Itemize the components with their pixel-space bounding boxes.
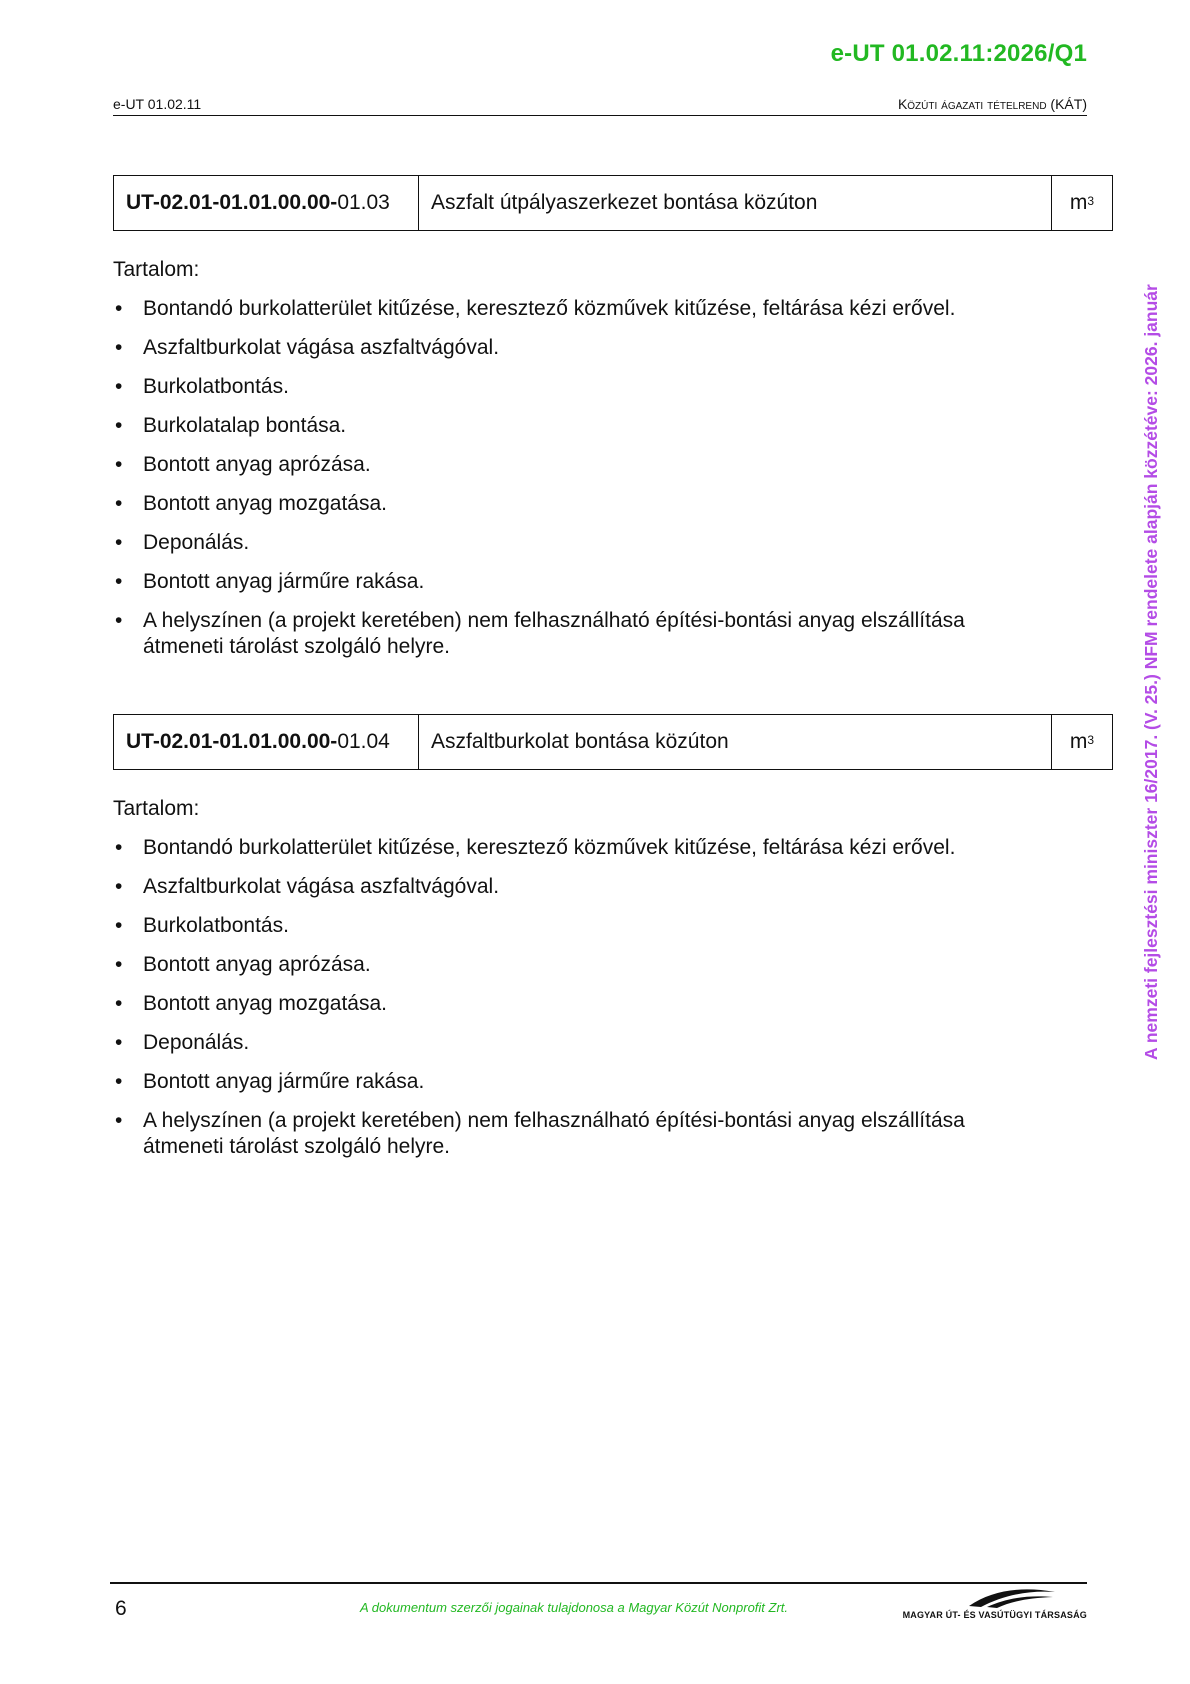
list-item: • Deponálás. — [113, 530, 1033, 556]
item-description: Aszfaltburkolat bontása közúton — [419, 715, 1052, 769]
item-code — [114, 176, 419, 230]
copyright-notice: A dokumentum szerzői jogainak tulajdonosa a Magyar Közút Nonprofit Zrt. — [360, 1600, 789, 1615]
list-item: • Bontott anyag aprózása. — [113, 452, 1033, 478]
road-swoosh-icon — [967, 1586, 1057, 1608]
logo-text: MAGYAR ÚT- ÉS VASÚTÜGYI TÁRSASÁG — [902, 1610, 1087, 1620]
item-table-0104 — [113, 714, 1113, 770]
list-item: • Aszfaltburkolat vágása aszfaltvágóval. — [113, 335, 1033, 361]
list-item: • Aszfaltburkolat vágása aszfaltvágóval. — [113, 874, 1033, 900]
list-item: • Bontott anyag mozgatása. — [113, 991, 1033, 1017]
item-unit-exponent: 3 — [1087, 733, 1095, 747]
list-item: • Burkolatbontás. — [113, 913, 1033, 939]
item-table-0103 — [113, 175, 1113, 231]
society-logo — [902, 1584, 1087, 1624]
item-unit — [1052, 176, 1112, 230]
item-code-bold: UT-02.01-01.01.00.00- — [126, 730, 338, 753]
list-item: • A helyszínen (a projekt keretében) nem felhasználható építési-bontási anyag elszállítása átmeneti tárolást szolgáló helyre. — [113, 1108, 1033, 1160]
list-item: • Bontott anyag járműre rakása. — [113, 1069, 1033, 1095]
item-unit-exponent: 3 — [1087, 194, 1095, 208]
list-item: • A helyszínen (a projekt keretében) nem felhasználható építési-bontási anyag elszállítása átmeneti tárolást szolgáló helyre. — [113, 608, 1033, 660]
item-unit-base: m — [1069, 730, 1088, 753]
list-item: • Burkolatbontás. — [113, 374, 1033, 400]
list-item: • Bontott anyag járműre rakása. — [113, 569, 1033, 595]
content-list-0103 — [113, 296, 1033, 673]
content-list-0104 — [113, 835, 1033, 1173]
item-code — [114, 715, 419, 769]
item-unit — [1052, 715, 1112, 769]
list-item: • Bontott anyag mozgatása. — [113, 491, 1033, 517]
list-item: • Bontandó burkolatterület kitűzése, keresztező közművek kitűzése, feltárása kézi erővel. — [113, 296, 1033, 322]
list-item: • Bontott anyag aprózása. — [113, 952, 1033, 978]
side-publication-note: A nemzeti fejlesztési miniszter 16/2017. (V. 25.) NFM rendelete alapján közzétéve: 2026. január — [1141, 284, 1161, 1060]
header-left: e-UT 01.02.11 — [113, 96, 202, 112]
list-item: • Burkolatalap bontása. — [113, 413, 1033, 439]
item-code-suffix: 01.04 — [337, 730, 390, 753]
item-description: Aszfalt útpályaszerkezet bontása közúton — [419, 176, 1052, 230]
document-code: e-UT 01.02.11:2026/Q1 — [830, 40, 1087, 67]
content-label: Tartalom: — [113, 797, 200, 820]
header-right: Közúti ágazati tételrend (KÁT) — [897, 96, 1087, 112]
page-number: 6 — [115, 1597, 127, 1620]
content-label: Tartalom: — [113, 258, 200, 281]
item-unit-base: m — [1069, 191, 1088, 214]
item-code-suffix: 01.03 — [337, 191, 390, 214]
header-rule — [113, 115, 1087, 116]
list-item: • Bontandó burkolatterület kitűzése, keresztező közművek kitűzése, feltárása kézi erővel. — [113, 835, 1033, 861]
list-item: • Deponálás. — [113, 1030, 1033, 1056]
item-code-bold: UT-02.01-01.01.00.00- — [126, 191, 338, 214]
